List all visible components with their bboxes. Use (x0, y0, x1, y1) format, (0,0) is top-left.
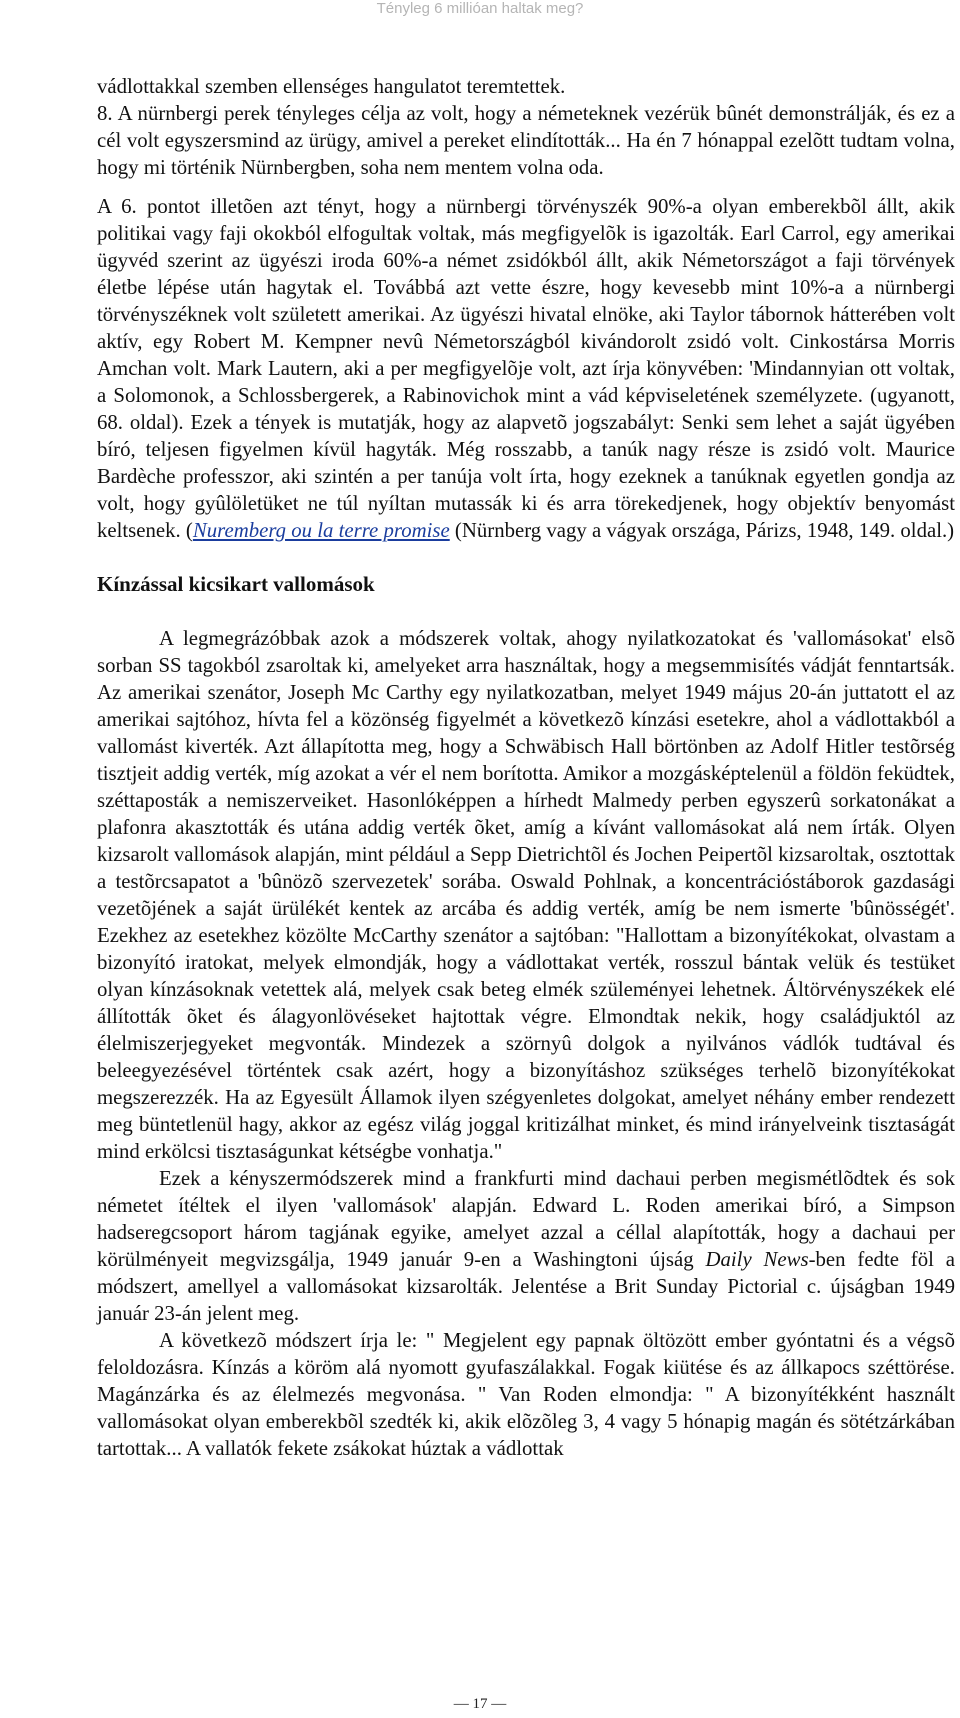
point6-citation: (Nürnberg vagy a vágyak országa, Párizs, 1948, 149. oldal.) (449, 519, 955, 542)
section-paragraph-1: A legmegrázóbbak azok a módszerek voltak, ahogy nyilatkozatokat és 'vallomásokat' elsõ sorban SS tagokból zsaroltak ki, amelyeket arra használtak, hogy a megsemmisítés vádját fenntartsák. Az amerikai szenátor, Joseph Mc Carthy egy nyilatkozatban, melyet 1949 május 20-án juttatott el az amerikai sajtóhoz, hívta fel a közönség figyelmét a következõ kínzási esetekre, ahol a vádlottakból a vallomást kiverték. Azt állapította meg, hogy a Schwäbisch Hall börtönben az Adolf Hitler testõrség tisztjeit addig verték, míg azokat a vér el nem borította. Amikor a mozgásképtelenül a földön feküdtek, széttaposták a nemiszerveiket. Hasonlóképpen a hírhedt Malmedy perben egyszerû sorkatonákat a plafonra akasztották és utána addig verték õket, amíg a kívánt vallomásokat alá nem írták. Olyen kizsarolt vallomások alapján, mint például a Sepp Dietrichtõl és Jochen Peipertõl kizsaroltak, osztottak a testõrcsapatot a 'bûnözõ szervezetek' sorába. Oswald Pohlnak, a koncentrációstáborok gazdasági vezetõjének a saját ürülékét kentek az arcába és addig verték, amíg be nem ismerte 'bûnösségét'. Ezekhez az esetekhez közölte McCarthy szenátor a sajtóban: "Hallottam a bizonyítékokat, olvastam a bizonyító iratokat, melyek elmondják, hogy a vádlottakat verték, rosszul bántak velük és testüket olyan kínzásoknak vetettek alá, melyek csak beteg elmék szüleményei lehetnek. Áltörvényszékek elé állították õket és álagyonlövéseket hajtottak végre. Elmondtak nekik, hogy családjuktól az élelmiszerjegyeket megvonták. Mindezek a szörnyû dolgok a nyilvános vádlók tudtával és beleegyezésével történtek csak azért, hogy a bizonyításhoz szükséges terhelõ bizonyítékokat megszerezzék. Ha az Egyesült Államok ilyen szégyenletes dolgokat, amelyet néhány ember rendezett meg büntetlenül hagy, akkor az egész világ joggal kritizálhat minket, és mind irányelveink tisztaságát mind erkölcsi tisztaságunkat kétségbe vonhatja." (97, 627, 955, 1163)
point6-text: A 6. pontot illetõen azt tényt, hogy a nürnbergi törvényszék 90%-a olyan emberekbõl állt, akik politikai vagy faji okokból elfogultak voltak, más megfigyelõk is igazolták. Earl Carrol, egy amerikai ügyvéd szerint az ügyészi iroda 60%-a német zsidókból állt, akik Németországot a faji törvények életbe lépése után hagytak el. Továbbá azt vette észre, hogy kevesebb mint 10%-a a nürnbergi törvényszéknek volt született amerikai. Az ügyészi hivatal elnöke, aki Taylor tábornok hátterében volt aktív, egy Robert M. Kempner nevû Németországból kivándorolt zsidó volt. Cinkostársa Morris Amchan volt. Mark Lautern, aki a per megfigyelõje volt, azt írja könyvében: 'Mindannyian ott voltak, a Solomonok, a Schlossbergerek, a Rabinovichok mint a vád képviseletének személyzete. (ugyanott, 68. oldal). Ezek a tények is mutatják, hogy az alapvetõ jogszabályt: Senki sem lehet a saját ügyében bíró, teljesen figyelmen kívül hagyták. Még rosszabb, a tanúk nagy része is zsidó volt. Maurice Bardèche professzor, aki szintén a per tanúja volt írta, hogy ezeknek a tanúknak egyetlen gondja az volt, hogy gyûlöletüket ne túl nyíltan mutassák ki és arra törekedjenek, hogy objektív benyomást keltsenek. ( (97, 195, 955, 542)
page-number: — 17 — (453, 1696, 507, 1712)
section-p2-text-end: -ben fedte föl a módszert, amellyel a vallomásokat kizsarolták. Jelentése a Brit Sunday Pictorial c. újságban 1949 január 23-án jelent meg. (97, 1248, 955, 1325)
paragraph-continuation: vádlottakkal szemben ellenséges hangulatot teremtettek. (97, 75, 566, 98)
page-content (97, 73, 955, 1462)
section-paragraph-3: A következõ módszert írja le: " Megjelent egy papnak öltözött ember gyóntatni és a végsõ feloldozásra. Kínzás a köröm alá nyomott gyufaszálakkal. Fogak kiütése és az állkapocs széttörése. Magánzárka és az élelmezés megvonása. " Van Roden elmondja: " A bizonyítékként használt vallomásokat olyan emberekbõl szedték ki, akik elõzõleg 3, 4 vagy 5 hónapig magán és sötétzárkában tartottak... A vallatók fekete zsákokat húztak a vádlottak (97, 1329, 955, 1460)
running-head: Tényleg 6 millióan haltak meg? (376, 0, 584, 17)
paragraph-point-6 (97, 193, 955, 544)
section-paragraph-2 (97, 1165, 955, 1327)
section-p2-text: Ezek a kényszermódszerek mind a frankfurti mind dachaui perben megismétlõdtek és sok németet ítéltek el ilyen 'vallomások' alapján. Edward L. Roden amerikai bíró, a Simpson hadseregcsoport három tagjának egyike, amelyet azzal a céllal alapították, hogy a dachaui per körülményeit megvizsgálja, 1949 január 9-en a Washingtoni újság (97, 1167, 955, 1271)
book-link[interactable]: Nuremberg ou la terre promise (192, 519, 450, 542)
newspaper-title: Daily News (705, 1248, 809, 1271)
section-heading: Kínzással kicsikart vallomások (97, 572, 375, 596)
paragraph-point-8: 8. A nürnbergi perek tényleges célja az volt, hogy a németeknek vezérük bûnét demonstrálják, és ez a cél volt egyszersmind az ürügy, amivel a pereket elindították... Ha én 7 hónappal ezelõtt tudtam volna, hogy mi történik Nürnbergben, soha nem mentem volna oda. (97, 102, 955, 179)
